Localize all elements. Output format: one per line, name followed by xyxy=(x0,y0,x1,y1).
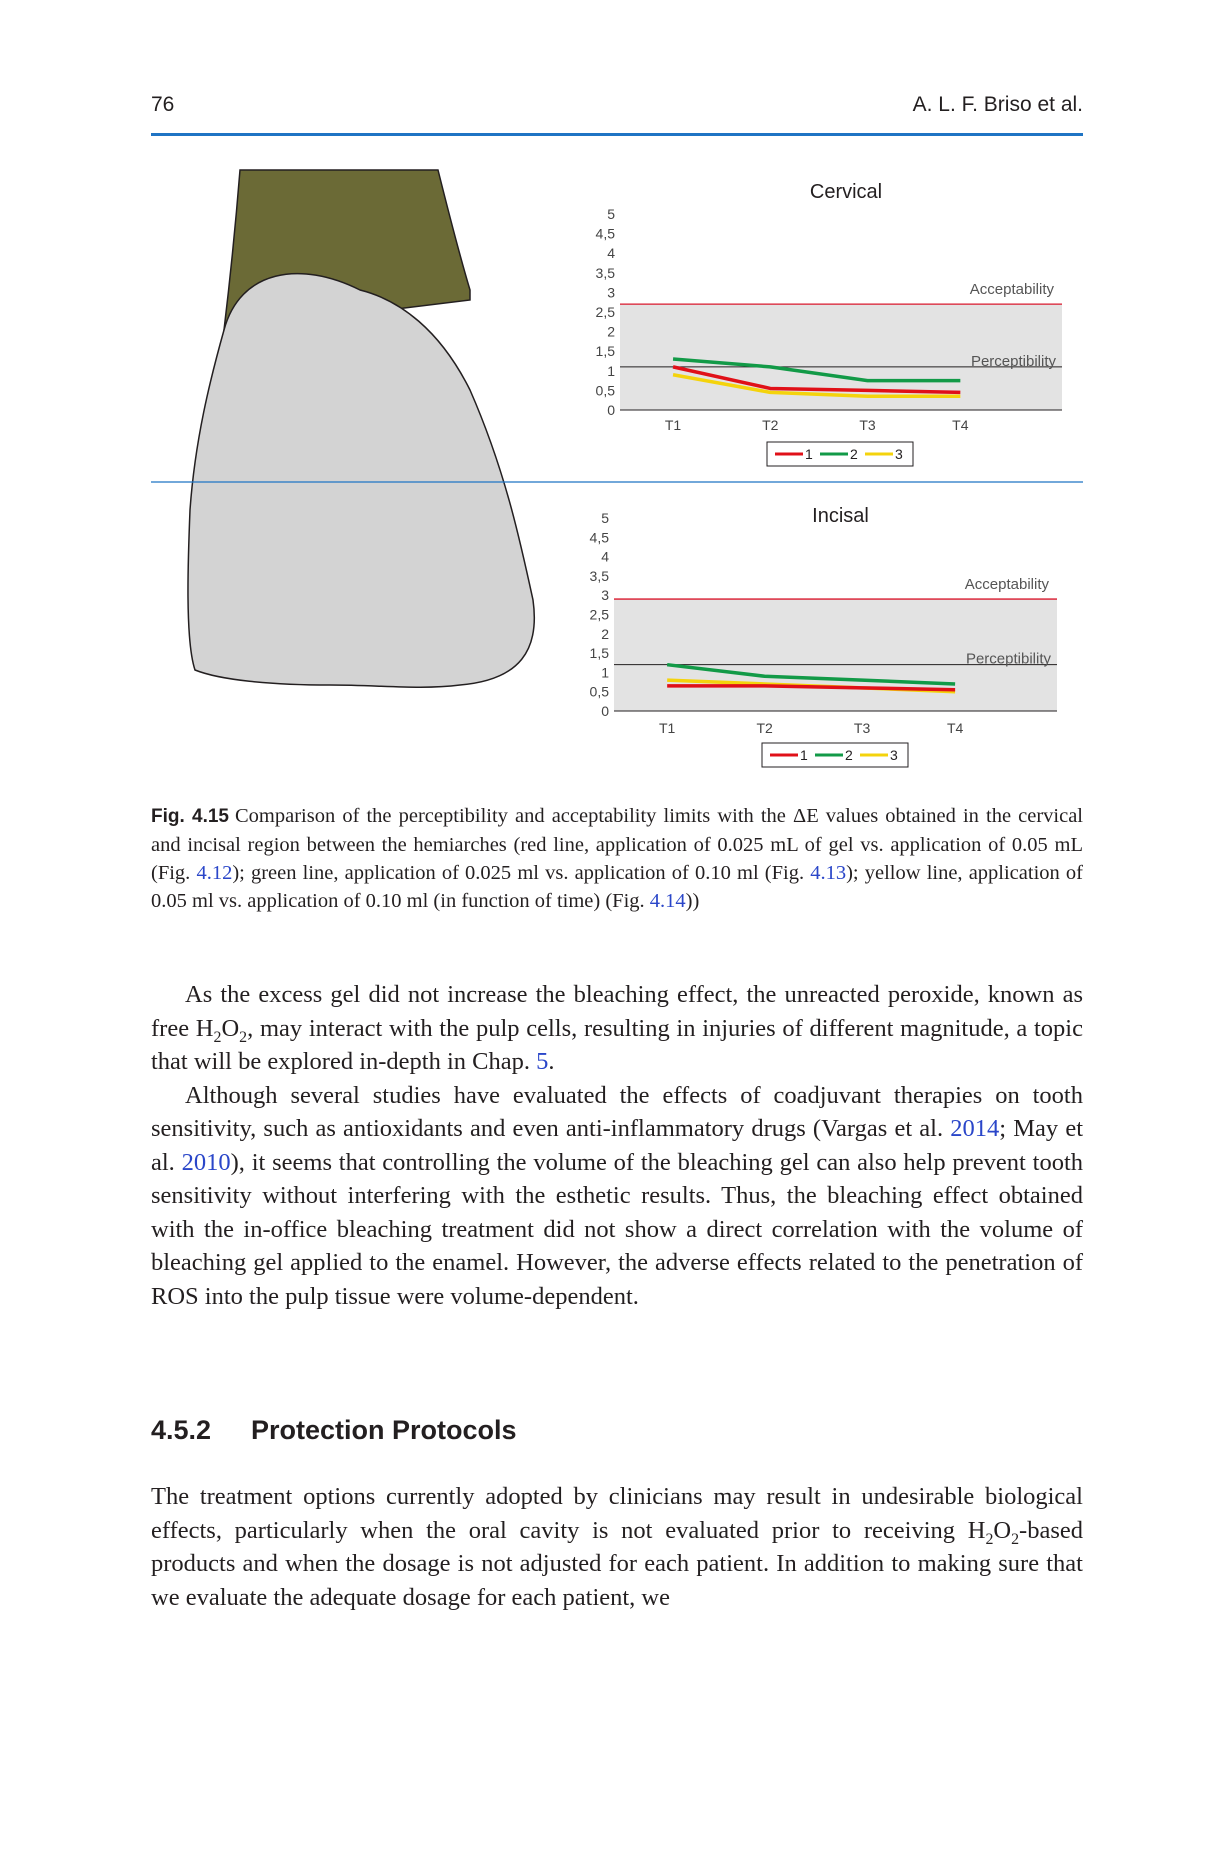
text-run: . xyxy=(548,1048,555,1075)
figure-link-4-14[interactable]: 4.14 xyxy=(649,890,686,912)
paragraph xyxy=(151,1480,1083,1614)
running-author: A. L. F. Briso et al. xyxy=(912,93,1083,116)
figure-link-4-13[interactable]: 4.13 xyxy=(810,862,847,884)
x-tick-label: T1 xyxy=(658,720,676,736)
x-tick-label: T3 xyxy=(859,417,876,433)
chapter-link-5[interactable]: 5 xyxy=(536,1048,549,1075)
y-tick-label: 2 xyxy=(607,323,615,340)
acceptability-label: Acceptability xyxy=(964,576,1049,594)
x-tick-label: T4 xyxy=(946,720,964,736)
figure-4-15 xyxy=(0,0,1221,800)
x-tick-label: T1 xyxy=(664,417,682,433)
y-tick-label: 1,5 xyxy=(589,645,609,662)
citation-link-2010[interactable]: 2010 xyxy=(181,1148,231,1176)
text-run: O xyxy=(993,1516,1012,1544)
y-tick-label: 5 xyxy=(601,510,609,526)
caption-text: ); yellow line, application of 0.05 ml vs. application of 0.10 ml (in function of time) (Fig. xyxy=(151,862,1083,912)
page-number: 76 xyxy=(151,93,175,116)
text-run: Although several studies have evaluated the effects of coadjuvant therapies on tooth sensitivity, such as antioxidants and even anti-inflammatory drugs (Vargas et al. xyxy=(151,1081,1083,1142)
perceptibility-label: Perceptibility xyxy=(970,352,1056,370)
legend-label: 1 xyxy=(805,446,813,462)
section-heading xyxy=(151,1415,517,1446)
paragraph xyxy=(151,1079,1083,1314)
y-tick-label: 1 xyxy=(601,664,609,681)
y-tick-label: 3,5 xyxy=(595,264,615,281)
text-run: O xyxy=(221,1014,240,1042)
section-text xyxy=(151,1480,1083,1614)
y-tick-label: 2 xyxy=(601,625,609,642)
y-tick-label: 3 xyxy=(601,587,609,604)
caption-text: ); green line, application of 0.025 ml vs. application of 0.10 ml (Fig. xyxy=(232,862,811,884)
chart-legend xyxy=(767,442,913,466)
paragraph xyxy=(151,978,1083,1079)
x-tick-label: T2 xyxy=(756,720,773,736)
y-tick-label: 5 xyxy=(607,206,615,222)
y-tick-label: 0 xyxy=(607,402,615,418)
legend-label: 1 xyxy=(800,747,808,763)
perceptibility-label: Perceptibility xyxy=(965,650,1051,668)
text-run: -based products and when the dosage is not adjusted for each patient. In addition to making sure that we evaluate the adequate dosage for each patient, we xyxy=(151,1516,1083,1611)
y-tick-label: 4,5 xyxy=(589,529,609,546)
text-run: ; May et al. xyxy=(151,1115,1083,1176)
y-tick-label: 4 xyxy=(607,245,615,262)
y-tick-label: 0,5 xyxy=(589,683,609,700)
caption-text: )) xyxy=(685,890,700,912)
y-tick-label: 4 xyxy=(601,548,609,565)
subscript: 2 xyxy=(239,1028,248,1046)
subscript: 2 xyxy=(1011,1530,1020,1548)
figure-link-4-12[interactable]: 4.12 xyxy=(196,862,233,884)
subscript: 2 xyxy=(213,1028,222,1046)
tooth-crown xyxy=(188,274,534,688)
x-tick-label: T4 xyxy=(952,417,969,433)
citation-link-2014[interactable]: 2014 xyxy=(950,1115,1000,1142)
y-tick-label: 0,5 xyxy=(595,382,615,399)
legend-label: 3 xyxy=(890,747,898,763)
legend-label: 3 xyxy=(895,446,903,462)
tooth-illustration xyxy=(188,170,534,687)
y-tick-label: 3,5 xyxy=(589,567,609,584)
x-tick-label: T2 xyxy=(762,417,779,433)
legend-label: 2 xyxy=(845,747,853,763)
text-run: ), it seems that controlling the volume of the bleaching gel can also help prevent tooth sensitivity without interfering with the esthetic results. Thus, the bleaching effect obtained with the in-office bleaching treatment did not show a direct correlation with the volume of bleaching gel applied to the enamel. However, the adverse effects related to the penetration of ROS into the pulp tissue were volume-dependent. xyxy=(151,1148,1083,1310)
section-title: Protection Protocols xyxy=(251,1415,517,1445)
y-tick-label: 2,5 xyxy=(595,304,615,320)
figure-label: Fig. 4.15 xyxy=(151,806,229,827)
chart-legend xyxy=(762,743,908,767)
text-run: The treatment options currently adopted by clinicians may result in undesirable biological effects, particularly when the oral cavity is not evaluated prior to receiving H xyxy=(151,1483,1083,1544)
chart-title: Incisal xyxy=(812,505,869,527)
subscript: 2 xyxy=(985,1530,994,1548)
body-text xyxy=(151,978,1083,1313)
y-tick-label: 1 xyxy=(607,362,615,379)
figure-caption xyxy=(151,802,1083,915)
text-run: As the excess gel did not increase the bleaching effect, the unreacted peroxide, known as free H xyxy=(151,981,1083,1042)
y-tick-label: 1,5 xyxy=(595,343,615,360)
y-tick-label: 3 xyxy=(607,284,615,301)
figure-svg xyxy=(0,0,1221,800)
legend-label: 2 xyxy=(850,446,858,462)
section-number: 4.5.2 xyxy=(151,1415,212,1445)
chart-incisal xyxy=(590,505,1057,767)
x-tick-label: T3 xyxy=(853,720,871,736)
chart-title: Cervical xyxy=(809,181,883,203)
text-run: , may interact with the pulp cells, resulting in injuries of different magnitude, a topic that will be explored in-depth in Chap. xyxy=(151,1014,1083,1075)
caption-text: Comparison of the perceptibility and acceptability limits with the ΔE values obtained in the cervical and incisal region between the hemiarches (red line, application of 0.025 mL of gel vs. application of 0.05 mL (Fig. xyxy=(151,805,1083,884)
y-tick-label: 2,5 xyxy=(589,606,609,623)
y-tick-label: 0 xyxy=(601,703,609,719)
chart-cervical xyxy=(596,181,1062,466)
y-tick-label: 4,5 xyxy=(595,225,615,242)
acceptability-label: Acceptability xyxy=(969,281,1054,299)
